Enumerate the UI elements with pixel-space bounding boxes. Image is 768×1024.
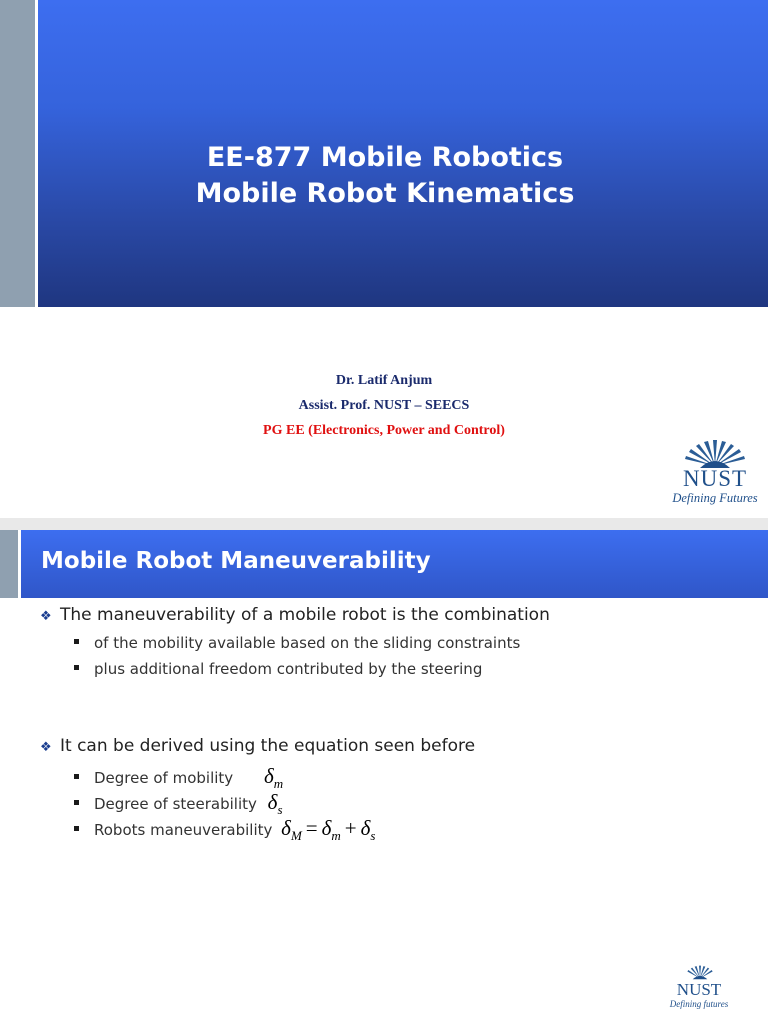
slide2-title: Mobile Robot Maneuverability — [41, 548, 431, 574]
square-bullet-icon — [74, 665, 79, 670]
square-bullet-icon — [74, 800, 79, 805]
square-bullet-icon — [74, 774, 79, 779]
bullet-item: ❖ The maneuverability of a mobile robot is the combination — [40, 605, 550, 625]
nust-emblem-icon — [683, 962, 717, 982]
program-name: PG EE (Electronics, Power and Control) — [263, 423, 505, 438]
slide1-sidebar-bar — [0, 0, 35, 307]
nust-emblem-icon — [680, 436, 750, 470]
sub-bullet-item: Robots maneuverability $\delta_M = \delta_m + \delta_s$ — [74, 816, 375, 844]
diamond-bullet-icon: ❖ — [40, 609, 52, 624]
logo-tagline: Defining Futures — [672, 491, 758, 505]
logo-wordmark: NUST — [676, 980, 722, 999]
delta-m-symbol: $\delta_m$ — [263, 764, 284, 792]
slide-separator — [0, 518, 768, 530]
content-slide — [0, 530, 768, 1024]
lecture-title: Mobile Robot Kinematics — [195, 178, 575, 209]
nust-logo-small — [664, 962, 734, 1018]
bullet-item: ❖ It can be derived using the equation seen before — [40, 736, 476, 756]
sub-bullet-item: Degree of steerability $\delta_s$ — [74, 790, 283, 818]
author-block — [0, 368, 768, 443]
author-name: Dr. Latif Anjum — [335, 373, 433, 388]
author-position: Assist. Prof. NUST – SEECS — [298, 398, 470, 413]
slide1-title — [38, 140, 732, 212]
maneuverability-equation: $\delta_M = \delta_m + \delta_s$ — [281, 816, 376, 844]
course-title: EE-877 Mobile Robotics — [206, 142, 564, 173]
logo-wordmark: NUST — [682, 466, 748, 491]
sub-bullet-item: of the mobility available based on the sliding constraints — [74, 634, 520, 652]
square-bullet-icon — [74, 639, 79, 644]
sub-bullet-item: plus additional freedom contributed by the steering — [74, 660, 482, 678]
sub-bullet-item: Degree of mobility $\delta_m$ — [74, 764, 283, 792]
diamond-bullet-icon: ❖ — [40, 740, 52, 755]
square-bullet-icon — [74, 826, 79, 831]
delta-s-symbol: $\delta_s$ — [267, 790, 283, 818]
nust-logo-large — [660, 436, 768, 510]
slide2-sidebar-bar — [0, 530, 18, 598]
logo-tagline: Defining futures — [669, 999, 729, 1009]
